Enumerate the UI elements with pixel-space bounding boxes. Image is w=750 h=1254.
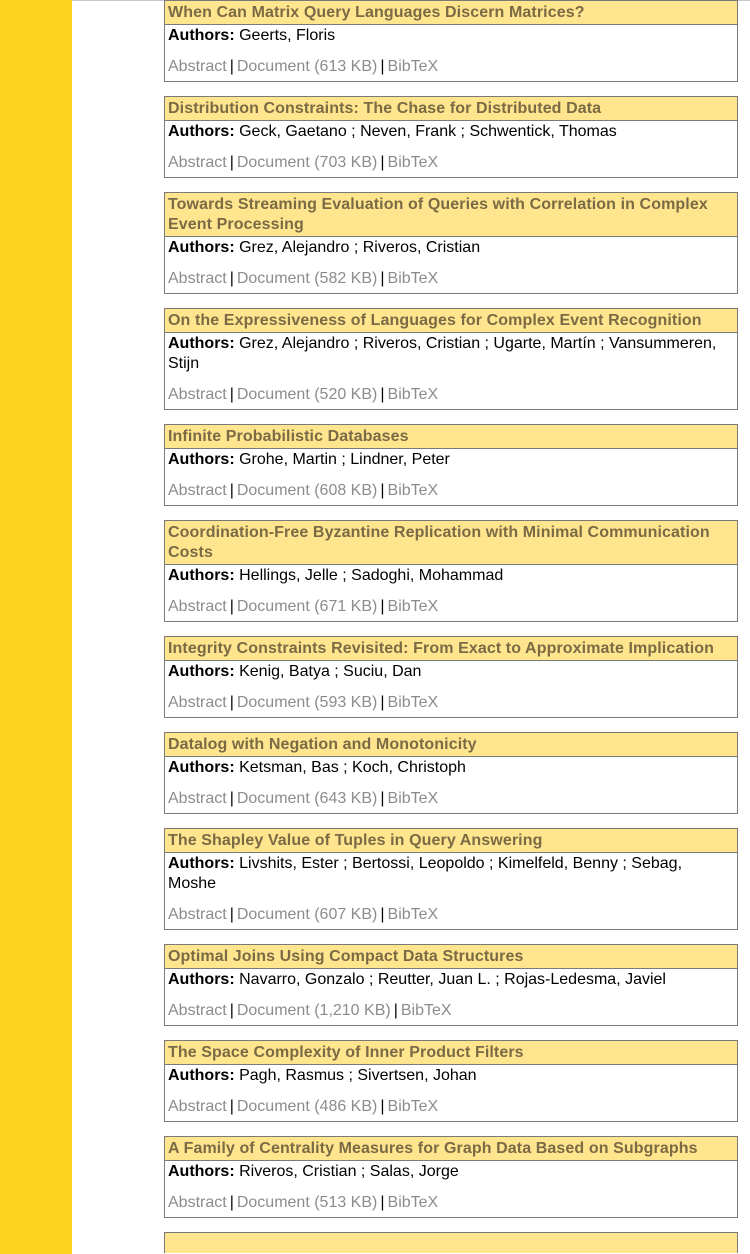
paper-title: Optimal Joins Using Compact Data Structures [165, 945, 737, 969]
authors-label: Authors: [168, 335, 235, 352]
paper-title: Towards Streaming Evaluation of Queries with Correlation in Complex Event Processing [165, 193, 737, 237]
document-link[interactable]: Document (613 KB) [236, 58, 378, 75]
link-separator: | [229, 58, 234, 75]
link-separator: | [229, 1002, 234, 1019]
authors-value: Hellings, Jelle ; Sadoghi, Mohammad [239, 567, 504, 584]
paper-body [165, 853, 737, 929]
paper-entry [164, 636, 738, 718]
authors-row [168, 758, 734, 778]
authors-value: Navarro, Gonzalo ; Reutter, Juan L. ; Rojas-Ledesma, Javiel [239, 971, 666, 988]
document-link[interactable]: Document (671 KB) [236, 598, 378, 615]
link-separator: | [380, 1194, 385, 1211]
paper-body [165, 1065, 737, 1121]
link-separator: | [229, 270, 234, 287]
paper-title: On the Expressiveness of Languages for Complex Event Recognition [165, 309, 737, 333]
authors-label: Authors: [168, 567, 235, 584]
abstract-link[interactable]: Abstract [168, 694, 227, 711]
document-link[interactable]: Document (607 KB) [236, 906, 378, 923]
paper-body [165, 661, 737, 717]
authors-value: Kenig, Batya ; Suciu, Dan [239, 663, 422, 680]
paper-entry [164, 520, 738, 622]
paper-entry [164, 828, 738, 930]
link-separator: | [380, 270, 385, 287]
bibtex-link[interactable]: BibTeX [387, 906, 439, 923]
abstract-link[interactable]: Abstract [168, 270, 227, 287]
authors-value: Grez, Alejandro ; Riveros, Cristian [239, 239, 481, 256]
paper-title: Coordination-Free Byzantine Replication with Minimal Communication Costs [165, 521, 737, 565]
paper-entry [164, 192, 738, 294]
links-row [168, 1097, 734, 1117]
paper-entry [164, 1136, 738, 1218]
authors-row [168, 334, 734, 374]
link-separator: | [380, 482, 385, 499]
abstract-link[interactable]: Abstract [168, 154, 227, 171]
document-link[interactable]: Document (520 KB) [236, 386, 378, 403]
paper-body [165, 449, 737, 505]
paper-body [165, 121, 737, 177]
links-row [168, 905, 734, 925]
abstract-link[interactable]: Abstract [168, 482, 227, 499]
bibtex-link[interactable]: BibTeX [387, 154, 439, 171]
links-row [168, 789, 734, 809]
paper-list [164, 0, 738, 1253]
links-row [168, 153, 734, 173]
link-separator: | [380, 790, 385, 807]
paper-body [165, 237, 737, 293]
document-link[interactable]: Document (608 KB) [236, 482, 378, 499]
yellow-sidebar [0, 0, 72, 1254]
link-separator: | [229, 790, 234, 807]
bibtex-link[interactable]: BibTeX [387, 482, 439, 499]
paper-title: The Shapley Value of Tuples in Query Answering [165, 829, 737, 853]
paper-title: Infinite Probabilistic Databases [165, 425, 737, 449]
link-separator: | [229, 694, 234, 711]
authors-label: Authors: [168, 759, 235, 776]
authors-row [168, 854, 734, 894]
abstract-link[interactable]: Abstract [168, 386, 227, 403]
authors-value: Riveros, Cristian ; Salas, Jorge [239, 1163, 459, 1180]
authors-row [168, 450, 734, 470]
abstract-link[interactable]: Abstract [168, 1098, 227, 1115]
authors-row [168, 238, 734, 258]
link-separator: | [380, 598, 385, 615]
paper-title: Datalog with Negation and Monotonicity [165, 733, 737, 757]
bibtex-link[interactable]: BibTeX [387, 1098, 439, 1115]
authors-label: Authors: [168, 123, 235, 140]
links-row [168, 693, 734, 713]
paper-entry [164, 0, 738, 82]
document-link[interactable]: Document (643 KB) [236, 790, 378, 807]
paper-title: The Space Complexity of Inner Product Filters [165, 1041, 737, 1065]
paper-title: A Family of Centrality Measures for Graph Data Based on Subgraphs [165, 1137, 737, 1161]
abstract-link[interactable]: Abstract [168, 598, 227, 615]
paper-body [165, 565, 737, 621]
authors-value: Livshits, Ester ; Bertossi, Leopoldo ; Kimelfeld, Benny ; Sebag, Moshe [168, 855, 683, 892]
authors-label: Authors: [168, 1163, 235, 1180]
paper-body [165, 969, 737, 1025]
paper-entry [164, 308, 738, 410]
paper-entry [164, 96, 738, 178]
link-separator: | [380, 154, 385, 171]
authors-label: Authors: [168, 27, 235, 44]
link-separator: | [393, 1002, 398, 1019]
document-link[interactable]: Document (582 KB) [236, 270, 378, 287]
link-separator: | [380, 906, 385, 923]
links-row [168, 385, 734, 405]
paper-body [165, 333, 737, 409]
document-link[interactable]: Document (486 KB) [236, 1098, 378, 1115]
paper-entry [164, 732, 738, 814]
paper-title: Integrity Constraints Revisited: From Exact to Approximate Implication [165, 637, 737, 661]
authors-row [168, 662, 734, 682]
authors-row [168, 1162, 734, 1182]
link-separator: | [229, 482, 234, 499]
document-link[interactable]: Document (1,210 KB) [236, 1002, 391, 1019]
bibtex-link[interactable]: BibTeX [387, 1194, 439, 1211]
document-link[interactable]: Document (513 KB) [236, 1194, 378, 1211]
document-link[interactable]: Document (703 KB) [236, 154, 378, 171]
bibtex-link[interactable]: BibTeX [387, 58, 439, 75]
abstract-link[interactable]: Abstract [168, 790, 227, 807]
authors-label: Authors: [168, 663, 235, 680]
bibtex-link[interactable]: BibTeX [400, 1002, 452, 1019]
links-row [168, 1193, 734, 1213]
link-separator: | [229, 154, 234, 171]
authors-label: Authors: [168, 451, 235, 468]
link-separator: | [380, 1098, 385, 1115]
authors-label: Authors: [168, 1067, 235, 1084]
bibtex-link[interactable]: BibTeX [387, 790, 439, 807]
paper-title: Distribution Constraints: The Chase for Distributed Data [165, 97, 737, 121]
bibtex-link[interactable]: BibTeX [387, 386, 439, 403]
abstract-link[interactable]: Abstract [168, 58, 227, 75]
authors-row [168, 1066, 734, 1086]
paper-entry [164, 944, 738, 1026]
paper-body [165, 25, 737, 81]
link-separator: | [380, 386, 385, 403]
authors-row [168, 566, 734, 586]
links-row [168, 1001, 734, 1021]
authors-row [168, 26, 734, 46]
link-separator: | [229, 1098, 234, 1115]
links-row [168, 481, 734, 501]
abstract-link[interactable]: Abstract [168, 1002, 227, 1019]
paper-body [165, 1161, 737, 1217]
authors-value: Geerts, Floris [239, 27, 336, 44]
paper-title-partial [165, 1233, 737, 1253]
links-row [168, 597, 734, 617]
bibtex-link[interactable]: BibTeX [387, 270, 439, 287]
links-row [168, 269, 734, 289]
paper-entry [164, 1040, 738, 1122]
paper-title: When Can Matrix Query Languages Discern Matrices? [165, 1, 737, 25]
link-separator: | [229, 598, 234, 615]
link-separator: | [229, 386, 234, 403]
authors-row [168, 970, 734, 990]
authors-value: Geck, Gaetano ; Neven, Frank ; Schwentick, Thomas [239, 123, 617, 140]
document-link[interactable]: Document (593 KB) [236, 694, 378, 711]
links-row [168, 57, 734, 77]
link-separator: | [380, 58, 385, 75]
paper-entry [164, 424, 738, 506]
authors-value: Grez, Alejandro ; Riveros, Cristian ; Ugarte, Martín ; Vansummeren, Stijn [168, 335, 717, 372]
authors-value: Pagh, Rasmus ; Sivertsen, Johan [239, 1067, 477, 1084]
link-separator: | [229, 1194, 234, 1211]
authors-label: Authors: [168, 971, 235, 988]
authors-value: Grohe, Martin ; Lindner, Peter [239, 451, 450, 468]
abstract-link[interactable]: Abstract [168, 906, 227, 923]
bibtex-link[interactable]: BibTeX [387, 598, 439, 615]
bibtex-link[interactable]: BibTeX [387, 694, 439, 711]
paper-body [165, 757, 737, 813]
link-separator: | [380, 694, 385, 711]
paper-entry-partial [164, 1232, 738, 1253]
authors-row [168, 122, 734, 142]
abstract-link[interactable]: Abstract [168, 1194, 227, 1211]
authors-label: Authors: [168, 239, 235, 256]
authors-value: Ketsman, Bas ; Koch, Christoph [239, 759, 466, 776]
link-separator: | [229, 906, 234, 923]
authors-label: Authors: [168, 855, 235, 872]
